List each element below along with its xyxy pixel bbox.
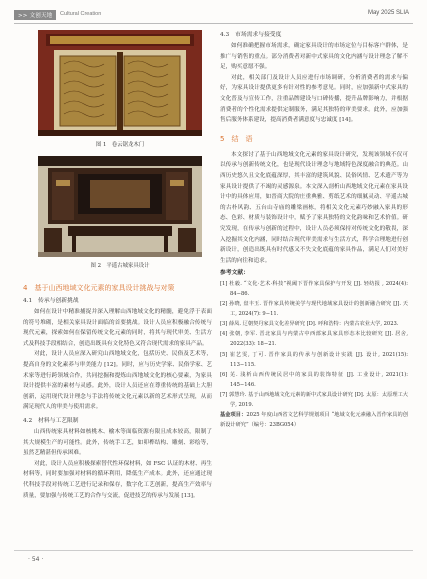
references-title: 参考文献： [220, 270, 249, 277]
reference-item: [6] 芜. 浅析山西传统民居中的家具的装饰特征 [J]. 工业设计, 2021(1): 145−146. [220, 371, 408, 388]
journal-issue: May 2025 SLIA [367, 10, 409, 16]
paragraph: 本文探讨了基于山西地域文化元素的家具设计研究，发现该领域不仅可以传承与创新传统文化，也是现代设计理念与地域特色深度融合的典范。山西历史悠久且文化底蕴深厚，其丰富的建筑风貌、民俗风情、艺术遗产等为家具设计提供了不竭的灵感源泉。本文深入剖析山西地域文化元素在家具设计中的具体应用，如晋商大院的庄重典雅、剪纸艺术的细腻灵动、平遥古城的古朴风韵、五台山寺庙的雕梁画栋，将相关文化元素巧妙融入家具的形态、色彩、材质与装饰设计中，赋予了家具独特的文化韵味和艺术价值。研究发现，在传承与创新的过程中，设计人员必须保持对传统文化的敬畏，深入挖掘其文化内涵，同时结合现代审美需求与生活方式，科学合理地进行创新设计，创造出既具有时代感又不失文化底蕴的家具作品，满足人们对美好生活的向往和追求。 [220, 151, 408, 264]
figure-2-image [38, 156, 202, 257]
reference-item: [1] 杜毅. “文化·艺术·科技”视阈下晋作家具保护与开发 [J]. 轻纺报 , 2024(4): 84−86. [220, 280, 408, 297]
section-4-title: 4 基于山西地域文化元素的家具设计挑战与对策 [23, 284, 175, 292]
paragraph: 对此，设计人员应深入研究山西地域文化，包括历史、民俗及艺术等，提高自身的文化素养与审美能力 [12]。同时，应与历史学家、民俗学家、艺术家等进行跨领域合作，共同挖掘和提炼山西地域文化的核心要素，为家具设计提供丰富的素材与灵感。此外，设计人员还应在尊重传统的基础上大胆创新，运用现代设计理念与手法将传统文化元素以新的艺术形式呈现，从而满足现代人的审美与使用需求。 [23, 351, 212, 411]
reference-list [220, 279, 408, 410]
paragraph: 山西传统家具材料如核桃木、榆木等面临资源有限且成本较高，限制了其大规模生产的可能性。此外，传统手工艺，如卯榫结构、雕刻、彩绘等，虽然艺精湛但传承困难。 [23, 428, 212, 457]
header-section-en: Cultural Creation [60, 11, 102, 17]
right-column-text [220, 30, 408, 430]
subsection-4-3-title: 4.3 市场需求与接受度 [220, 32, 282, 38]
header-section-tag: >> 文创天地 [14, 10, 56, 20]
fund-text: 2025 年度山西省文艺科学规划项目 “地域文化元素融入晋作家具的创新设计研究”（编号：23BG054） [220, 412, 408, 429]
reference-item: [2] 孙晓, 盘丰玉. 晋作家具传统美学与现代地域家具设计的创新融合研究 [J]. 天工, 2024(7): 9−11. [220, 301, 408, 318]
fund-note [220, 410, 408, 430]
figure-1-image [38, 30, 202, 136]
subsection-4-1-title: 4.1 传承与创新挑战 [23, 298, 79, 304]
figure-2-caption: 图 2 平遥古城家具设计 [90, 263, 150, 269]
reference-item: [4] 张朝, 李军. 晋北家具与内蒙古中西部家具家具形态本比较研究 [J]. 居舍, 2022(33): 18−21. [220, 331, 408, 348]
fund-label: 基金项目： [220, 412, 247, 419]
paragraph: 对此，设计人员应积极探索替代性环保材料，如 FSC 认证的木材、再生材料等，同时要加强对材料的循环利用，降低生产成本。此外，还应通过现代科技手段对传统工艺进行记录和保存，数字化工艺创新，提高生产效率与质量，要加强与传统工艺的合作与交流，促进技艺的传承与发展 [13]。 [23, 460, 212, 499]
subsection-4-2-title: 4.2 材料与工艺限制 [23, 417, 79, 424]
header-rule [14, 23, 413, 24]
footer-rule [14, 550, 413, 551]
paragraph: 如何在设计中精准捕捉并深入理解山西地域文化的精髓，避免浮于表面的符号堆砌，是相关家具设计面临的首要挑战。设计人员应积极融合传统与现代元素，探索如何在保留传统文化元素的同时，将其与现代审美、生活方式及科技手段相结合，创造出既具有文化特色又符合现代需求的家具产品。 [23, 309, 212, 347]
reference-item: [5] 崔艺雯, 丁可. 晋作家具的传承与创新设计实践 [J]. 设计, 2021(15): 113−115. [220, 351, 408, 368]
figure-1-caption: 图 1 卷云锯龙木门 [95, 142, 145, 148]
page-number: · 54 · [28, 556, 44, 563]
paragraph: 如何准确把握市场需求，确定家具设计的市场定位与目标客户群体，是推广与销售的重点。部分消费者对新中式家具的文化内涵与设计理念了解不足，购买意愿不强。 [220, 43, 408, 71]
section-5-title: 5 结 语 [220, 134, 253, 143]
reference-item: [7] 郭慧玲. 基于山西地域文化元素的新中式家具设计研究 [D]. 太原：太原理工大学, 2019. [220, 391, 408, 408]
paragraph: 对此，相关部门及设计人员应进行市场调研，分析消费者的需求与偏好，为家具设计提供更多有针对性的参考意见。同时，应加强新中式家具的文化普及与宣传工作，注重品牌建设与口碑传播，提升品牌影响力，并根据消费者的个性化需求提供定制服务，满足其独特的审美要求。此外，应加强售后服务体系建设，提高消费者满意度与忠诚度 [14]。 [220, 74, 408, 124]
reference-item: [3] 薛凤. 辽朝契丹家具文化差异研究 [D]. 呼和浩特：内蒙古农业大学, 2023. [220, 321, 399, 328]
left-column-text [23, 283, 212, 501]
